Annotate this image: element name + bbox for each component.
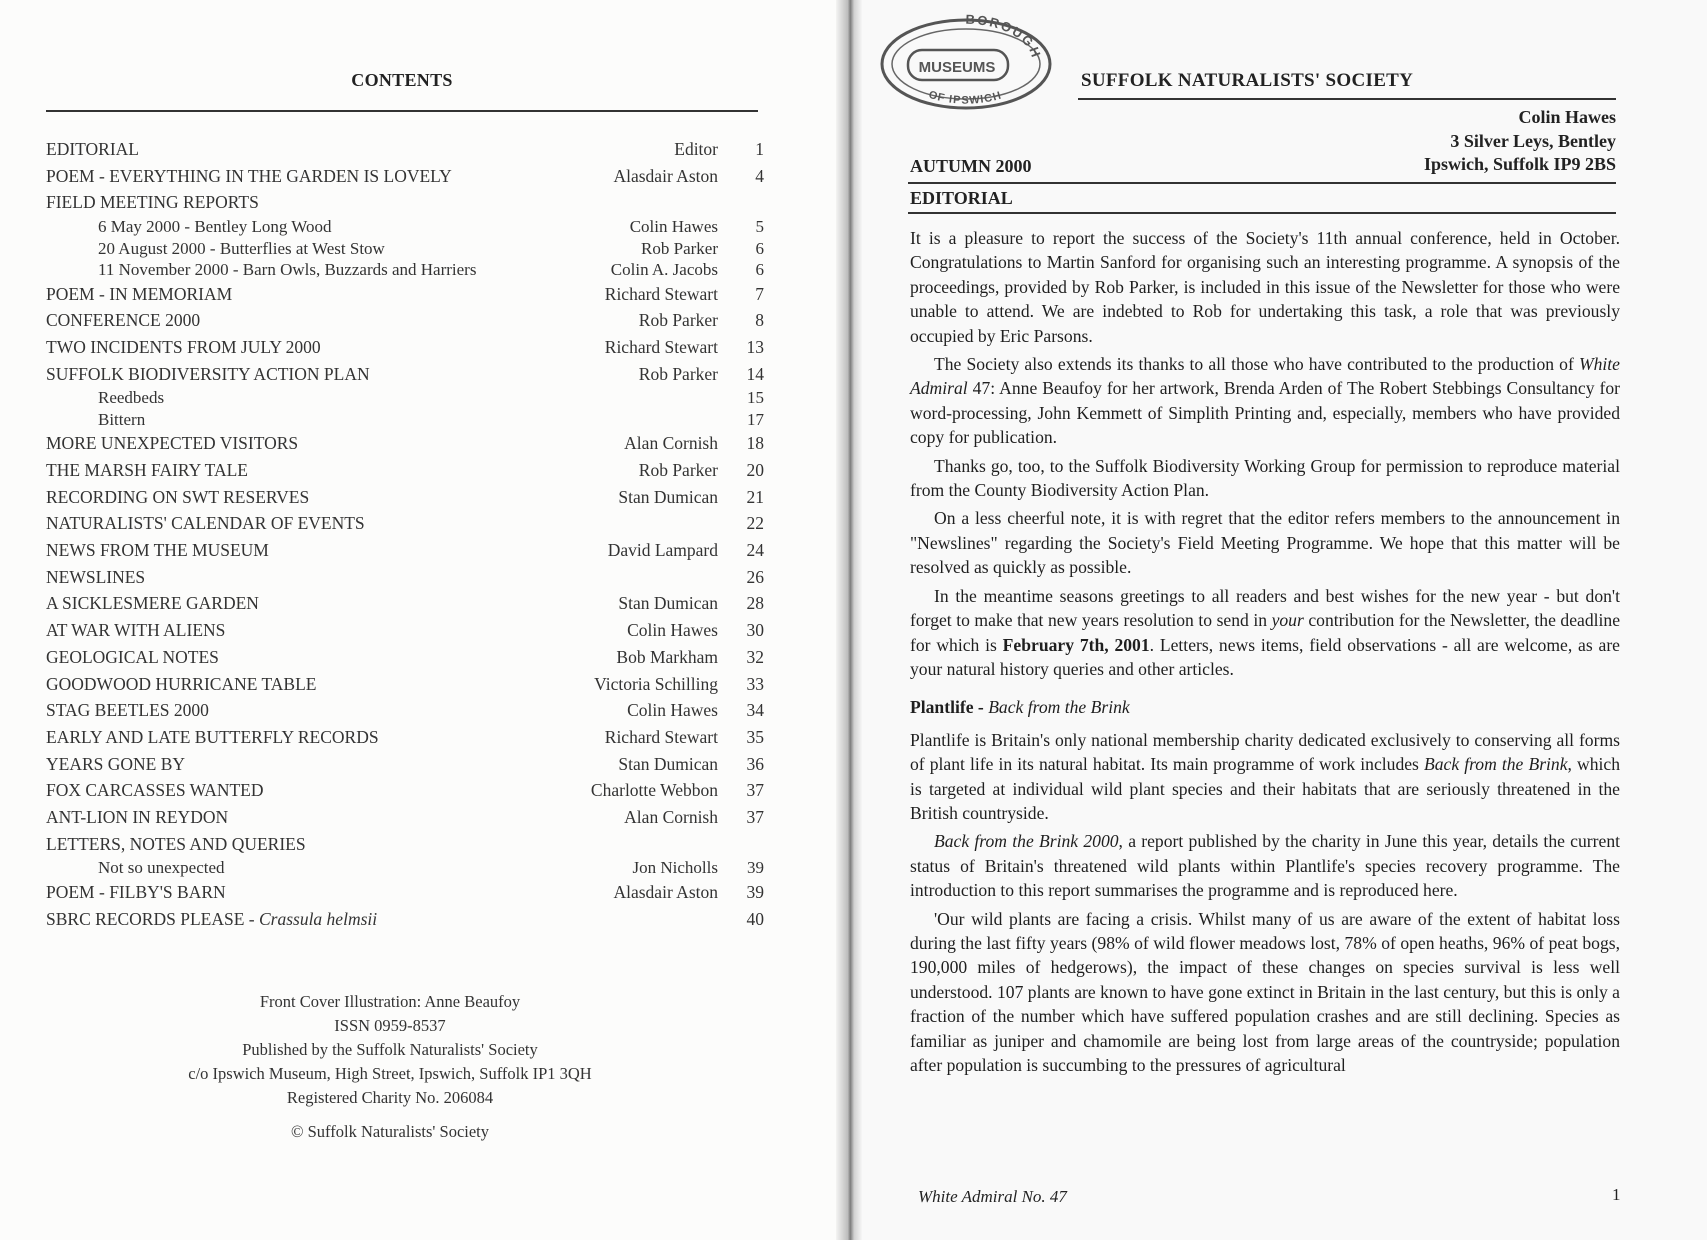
plantlife-subheading: Plantlife - Back from the Brink — [910, 697, 1130, 718]
toc-page: 32 — [746, 646, 764, 667]
toc-title: FOX CARCASSES WANTED — [46, 780, 264, 801]
toc-entry — [46, 644, 764, 671]
toc-author: Rob Parker — [641, 238, 718, 258]
toc-entry — [46, 163, 764, 190]
toc-page: 4 — [755, 165, 764, 186]
paragraph: The Society also extends its thanks to all those who have contributed to the production of White Admiral 47: Anne Beaufoy for her artwork, Brenda Arden of The Robert Stebbings Consultancy for word-processing, John Kemmett of Simplith Printing and, especially, members who have provided copy for publication. — [910, 354, 1620, 448]
toc-title: FIELD MEETING REPORTS — [46, 192, 259, 213]
toc-page: 37 — [746, 806, 764, 827]
toc-title: POEM - EVERYTHING IN THE GARDEN IS LOVELY — [46, 165, 452, 186]
toc-title: NEWSLINES — [46, 566, 146, 587]
toc-page: 33 — [746, 673, 764, 694]
table-of-contents — [46, 136, 764, 932]
charity-number: Registered Charity No. 206084 — [286, 1088, 494, 1107]
toc-entry — [46, 387, 764, 409]
toc-entry — [46, 879, 764, 906]
toc-author: Colin Hawes — [629, 217, 718, 237]
toc-entry — [46, 216, 764, 238]
stamp-bottom-text: OF IPSWICH — [927, 88, 1004, 107]
toc-title: SUFFOLK BIODIVERSITY ACTION PLAN — [46, 363, 370, 384]
toc-author: Bob Markham — [616, 646, 718, 667]
toc-entry — [46, 484, 764, 511]
editor-address — [1424, 106, 1616, 177]
toc-page: 21 — [746, 486, 764, 507]
toc-title: STAG BEETLES 2000 — [46, 700, 209, 721]
address-line: Colin Hawes — [1518, 107, 1616, 127]
publisher-address: c/o Ipswich Museum, High Street, Ipswich, Suffolk IP1 3QH — [188, 1064, 592, 1083]
toc-entry — [46, 136, 764, 163]
toc-author: Jon Nicholls — [632, 858, 718, 878]
toc-page: 6 — [755, 238, 764, 258]
toc-title: AT WAR WITH ALIENS — [46, 620, 226, 641]
toc-title: EDITORIAL — [46, 139, 139, 159]
header-divider — [1078, 98, 1616, 100]
toc-entry — [46, 457, 764, 484]
toc-entry — [46, 564, 764, 591]
paragraph: 'Our wild plants are facing a crisis. Whilst many of us are aware of the extent of habitat loss during the last fifty years (98% of wild flower meadows lost, 78% of open heaths, 96% of peat bogs, 190,000 miles of hedgerows), the impact of these changes on species survival is less well understood. 107 plants are known to have gone extinct in Britain in the last century, but this is only a fraction of the number which have suffered population crashes and are still declining. Species as familiar as juniper and chamomile are being lost from large areas of the countryside; population after population is succumbing to the pressures of agricultural — [910, 908, 1620, 1075]
toc-entry — [46, 857, 764, 879]
toc-page: 30 — [746, 620, 764, 641]
toc-entry — [46, 671, 764, 698]
toc-author: Charlotte Webbon — [590, 780, 718, 801]
toc-title: RECORDING ON SWT RESERVES — [46, 486, 310, 507]
toc-entry — [46, 189, 764, 216]
cover-credit: Front Cover Illustration: Anne Beaufoy — [259, 992, 521, 1011]
copyright: © Suffolk Naturalists' Society — [290, 1122, 490, 1141]
toc-author: Rob Parker — [638, 460, 718, 480]
section-heading: EDITORIAL — [910, 188, 1013, 208]
toc-entry — [46, 831, 764, 858]
paragraph: Plantlife is Britain's only national membership charity dedicated exclusively to conserving all forms of plant life in its natural habitat. Its main programme of work includes Back from the Brink, which is targeted at individual wild plant species and their habitats that are seriously threatened in the British countryside. — [910, 729, 1620, 823]
paragraph: It is a pleasure to report the success of the Society's 11th annual conference, held in October. Congratulations to Martin Sanford for organising such an interesting programme. A synopsis of the proceedings, provided by Rob Parker, is included in this issue of the Newsletter for those who were unable to attend. We are indebted to Rob for undertaking this task, a role that was previously occupied by Eric Parsons. — [910, 228, 1620, 346]
toc-entry — [46, 307, 764, 334]
toc-page: 28 — [746, 593, 764, 614]
toc-title: THE MARSH FAIRY TALE — [46, 460, 248, 480]
toc-page: 17 — [747, 409, 764, 429]
toc-page: 24 — [746, 540, 764, 561]
section-divider — [908, 212, 1616, 214]
toc-entry — [46, 409, 764, 431]
contents-title: CONTENTS — [351, 70, 453, 90]
toc-page: 20 — [746, 460, 764, 480]
toc-page: 1 — [755, 139, 764, 159]
toc-entry — [46, 430, 764, 457]
toc-page: 13 — [746, 336, 764, 357]
issue-label: AUTUMN 2000 — [910, 156, 1032, 176]
toc-author: Richard Stewart — [604, 726, 718, 747]
toc-title: ANT-LION IN REYDON — [46, 806, 229, 827]
toc-author: Alasdair Aston — [613, 165, 718, 186]
toc-title: POEM - IN MEMORIAM — [46, 283, 233, 304]
toc-author: David Lampard — [607, 540, 718, 561]
toc-title: 6 May 2000 - Bentley Long Wood — [98, 217, 332, 237]
toc-entry — [46, 724, 764, 751]
toc-page: 8 — [755, 310, 764, 331]
toc-title: EARLY AND LATE BUTTERFLY RECORDS — [46, 726, 379, 747]
toc-author: Victoria Schilling — [594, 673, 718, 694]
publisher: Published by the Suffolk Naturalists' Society — [242, 1040, 538, 1059]
toc-page: 6 — [755, 260, 764, 280]
toc-entry — [46, 334, 764, 361]
toc-title: YEARS GONE BY — [46, 753, 186, 774]
toc-title: Not so unexpected — [98, 858, 225, 878]
toc-author: Stan Dumican — [618, 486, 718, 507]
toc-entry — [46, 590, 764, 617]
page-number: 1 — [1612, 1185, 1621, 1204]
book-gutter — [836, 0, 862, 1240]
toc-page: 26 — [746, 566, 764, 587]
contents-divider — [46, 110, 758, 112]
toc-entry — [46, 361, 764, 388]
toc-title: CONFERENCE 2000 — [46, 310, 201, 331]
toc-page: 39 — [747, 858, 764, 878]
toc-entry — [46, 281, 764, 308]
society-name: SUFFOLK NATURALISTS' SOCIETY — [1081, 70, 1414, 91]
toc-page: 36 — [746, 753, 764, 774]
toc-page: 22 — [746, 513, 764, 534]
toc-author: Alan Cornish — [624, 433, 718, 454]
toc-entry — [46, 510, 764, 537]
toc-author: Stan Dumican — [618, 593, 718, 614]
toc-author: Rob Parker — [638, 310, 718, 331]
address-line: Ipswich, Suffolk IP9 2BS — [1423, 154, 1616, 174]
toc-title: MORE UNEXPECTED VISITORS — [46, 433, 299, 454]
toc-title: NEWS FROM THE MUSEUM — [46, 540, 269, 561]
toc-author: Editor — [674, 139, 718, 159]
toc-author: Alasdair Aston — [613, 881, 718, 902]
address-line: 3 Silver Leys, Bentley — [1450, 130, 1616, 151]
museum-stamp — [878, 14, 1054, 110]
toc-author: Alan Cornish — [624, 806, 718, 827]
svg-text:OF IPSWICH — [927, 89, 1003, 107]
toc-author: Stan Dumican — [618, 753, 718, 774]
toc-title-italic: Crassula helmsii — [258, 908, 378, 929]
toc-entry — [46, 751, 764, 778]
journal-footer: White Admiral No. 47 — [918, 1187, 1067, 1206]
paragraph: On a less cheerful note, it is with regret that the editor refers members to the announcement in "Newslines" regarding the Society's Field Meeting Programme. We hope that this matter will be resolved as quickly as possible. — [910, 508, 1620, 578]
toc-title: POEM - FILBY'S BARN — [46, 881, 226, 902]
toc-title: 20 August 2000 - Butterflies at West Stow — [98, 238, 385, 258]
toc-entry — [46, 777, 764, 804]
paragraph: Thanks go, too, to the Suffolk Biodiversity Working Group for permission to reproduce material from the County Biodiversity Action Plan. — [910, 455, 1620, 501]
toc-entry — [46, 697, 764, 724]
toc-page: 15 — [747, 388, 764, 408]
toc-title: NATURALISTS' CALENDAR OF EVENTS — [46, 513, 365, 534]
toc-entry — [46, 259, 764, 281]
paragraph: Back from the Brink 2000, a report published by the charity in June this year, details the current status of Britain's threatened wild plants within Plantlife's species recovery programme. The introduction to this report summarises the programme and is reproduced here. — [910, 831, 1621, 901]
toc-page: 35 — [746, 726, 764, 747]
toc-entry — [46, 617, 764, 644]
issue-divider — [908, 182, 1616, 184]
toc-title: Reedbeds — [98, 388, 165, 408]
toc-page: 40 — [746, 908, 764, 929]
toc-title: A SICKLESMERE GARDEN — [46, 593, 259, 614]
toc-page: 5 — [755, 217, 764, 237]
toc-page: 18 — [746, 433, 764, 454]
toc-title: Bittern — [98, 409, 146, 429]
toc-entry — [46, 906, 764, 933]
toc-title: SBRC RECORDS PLEASE - Crassula helmsii — [46, 908, 378, 929]
toc-author: Colin Hawes — [627, 620, 718, 641]
toc-author: Colin Hawes — [627, 700, 718, 721]
toc-entry — [46, 804, 764, 831]
toc-author: Richard Stewart — [604, 336, 718, 357]
toc-author: Richard Stewart — [604, 283, 718, 304]
toc-title: TWO INCIDENTS FROM JULY 2000 — [46, 336, 321, 357]
toc-title: GOODWOOD HURRICANE TABLE — [46, 673, 317, 694]
toc-entry — [46, 238, 764, 260]
toc-entry — [46, 537, 764, 564]
toc-title: LETTERS, NOTES AND QUERIES — [46, 833, 306, 854]
issn: ISSN 0959-8537 — [334, 1016, 446, 1035]
toc-title: 11 November 2000 - Barn Owls, Buzzards and Harriers — [98, 260, 477, 280]
stamp-top-text: BOROUGH — [965, 14, 1045, 61]
toc-author: Rob Parker — [638, 363, 718, 384]
toc-page: 34 — [746, 700, 764, 721]
toc-title: GEOLOGICAL NOTES — [46, 646, 219, 667]
toc-author: Colin A. Jacobs — [610, 260, 718, 280]
toc-page: 39 — [746, 881, 764, 902]
editorial-body — [910, 226, 1620, 1081]
paragraph: In the meantime seasons greetings to all readers and best wishes for the new year - but don't forget to make that new years resolution to send in your contribution for the Newsletter, the deadline for which is February 7th, 2001. Letters, news items, field observations - all are welcome, as are your natural history queries and other articles. — [910, 585, 1621, 679]
toc-page: 7 — [755, 283, 764, 304]
toc-page: 14 — [746, 363, 764, 384]
stamp-center-text: MUSEUMS — [918, 59, 996, 76]
colophon — [100, 990, 680, 1144]
toc-page: 37 — [746, 780, 764, 801]
